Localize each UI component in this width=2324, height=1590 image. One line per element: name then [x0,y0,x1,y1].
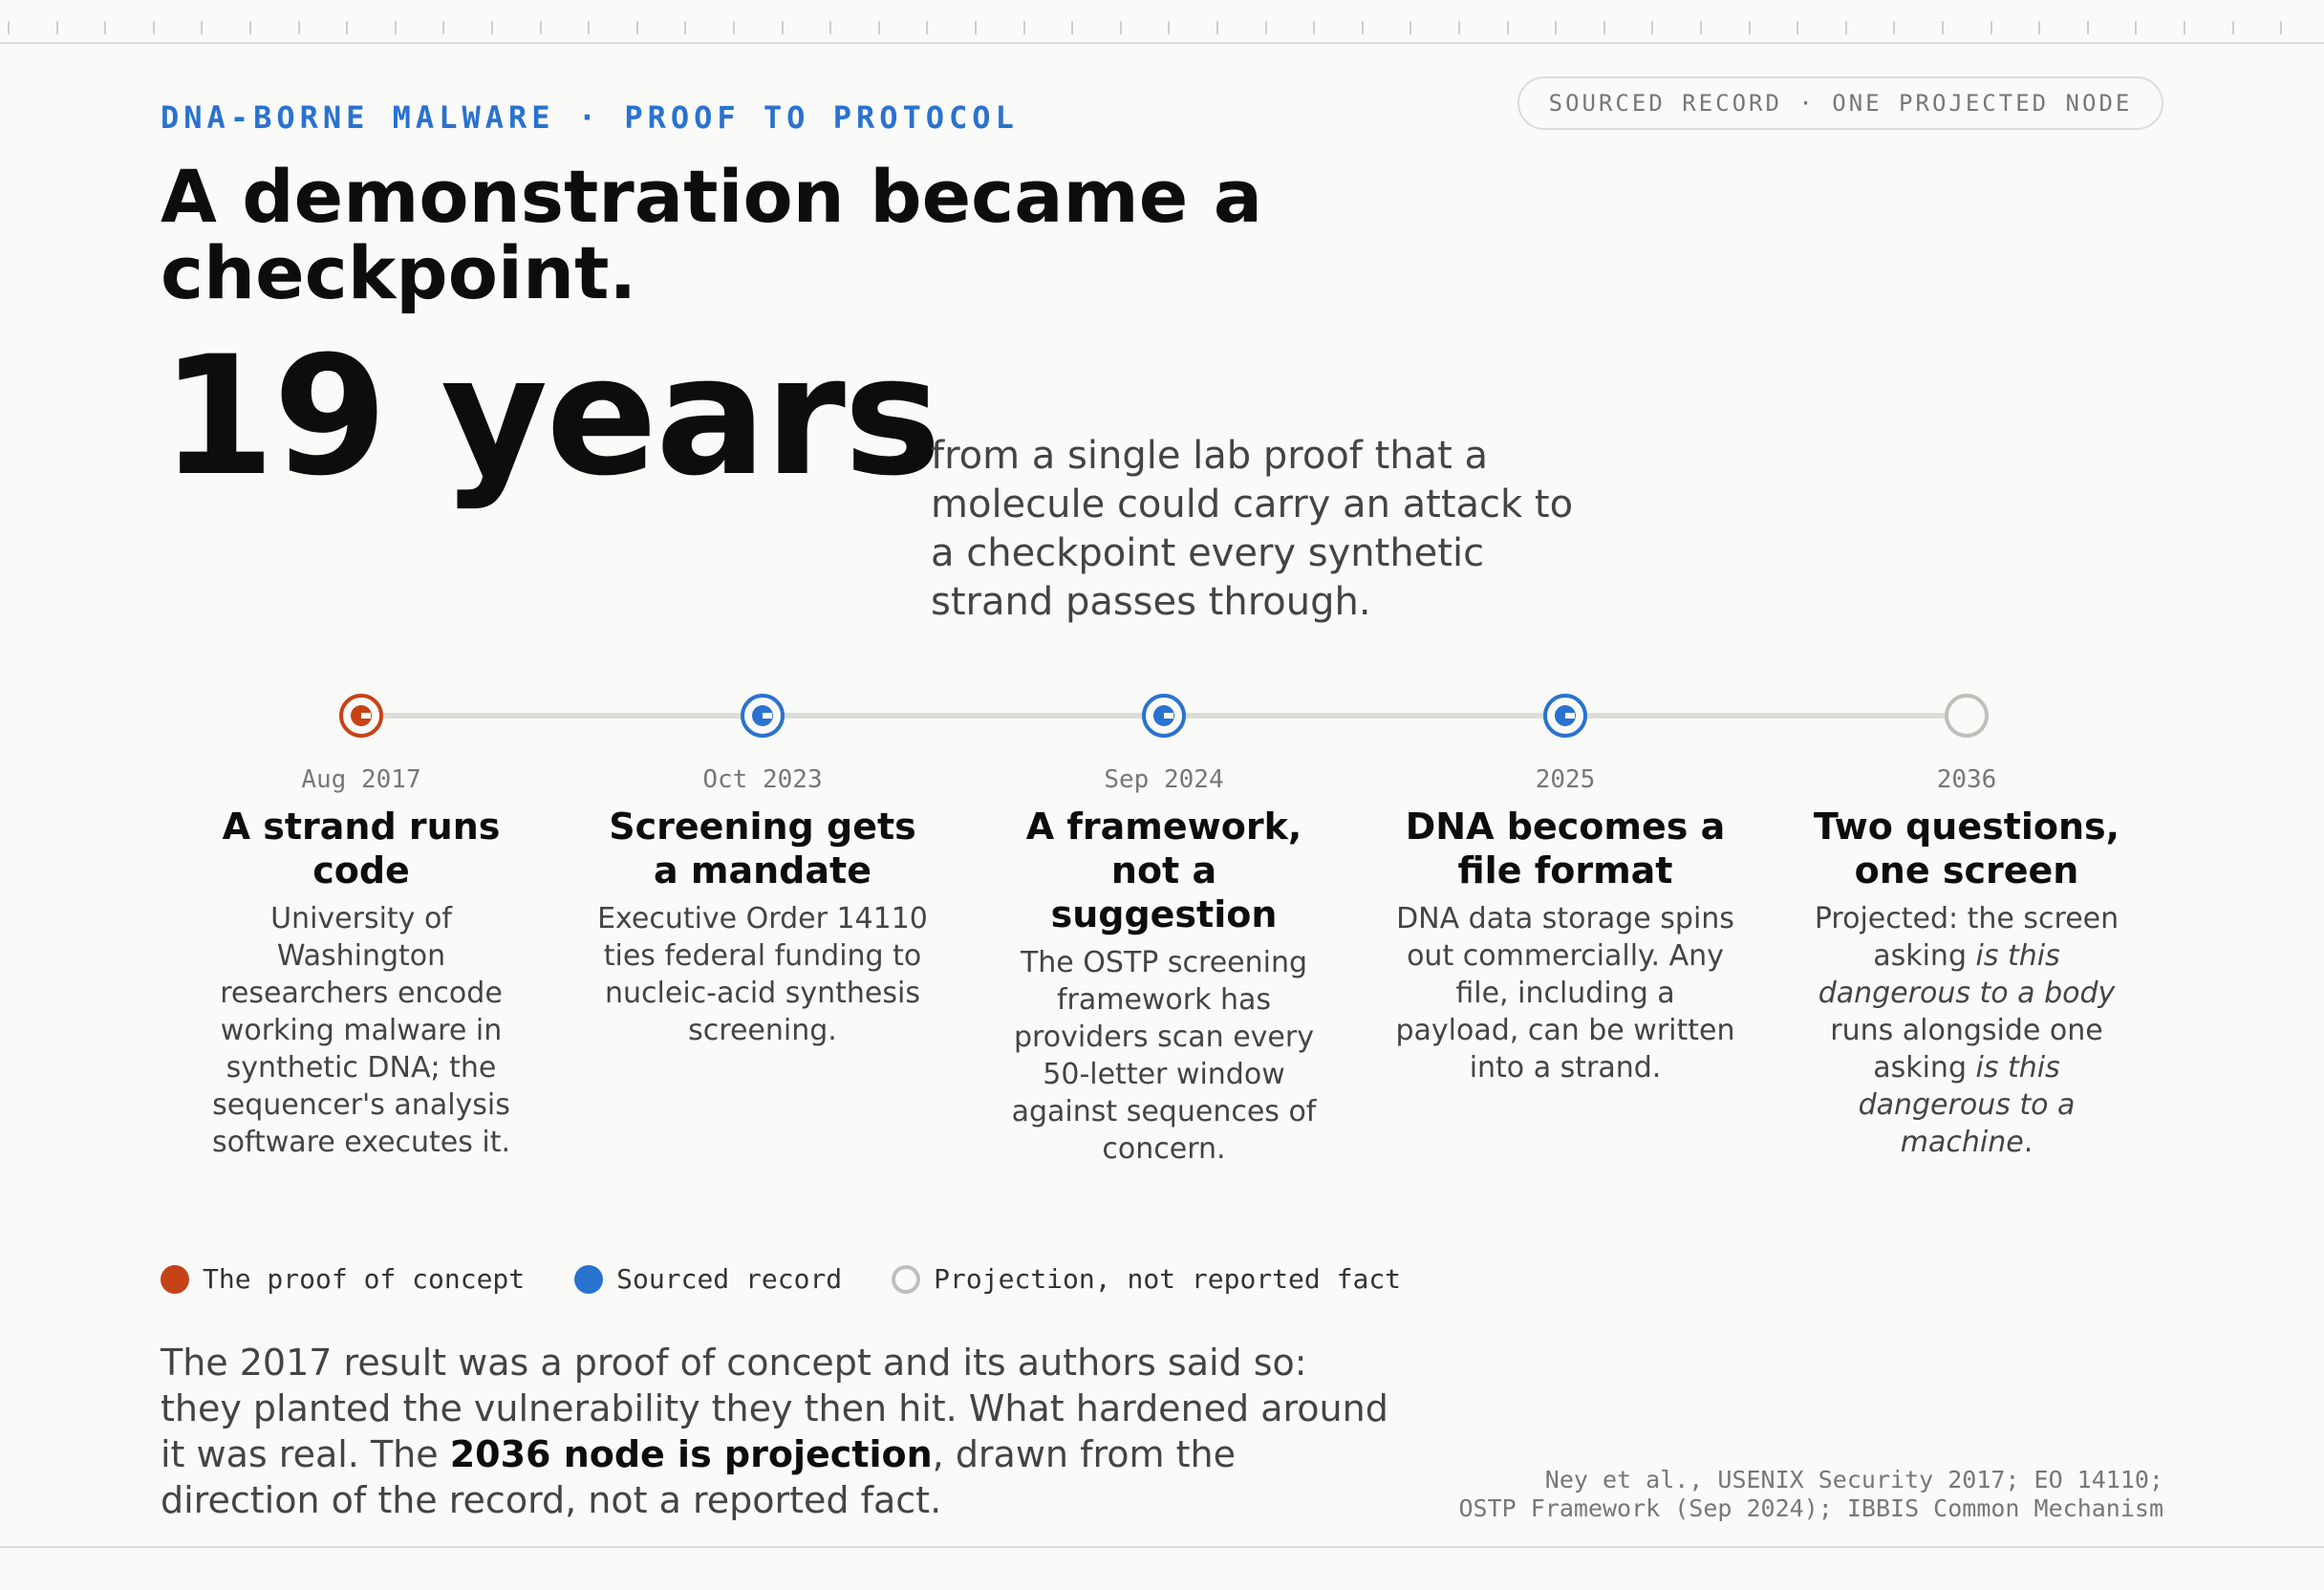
ruler-tick [1797,21,1798,34]
ruler-tick [1071,21,1073,34]
timeline-event [1795,763,2139,1161]
ruler-tick [1265,21,1267,34]
ruler-tick [926,21,928,34]
ruler-tick [1458,21,1460,34]
ruler-tick [201,21,203,34]
ruler-tick [588,21,590,34]
legend-label: Projection, not reported fact [934,1263,1402,1295]
event-body-emphasis: is this dangerous to a body [1818,939,2116,1010]
timeline-node-projected-icon [1945,694,1989,738]
record-badge: SOURCED RECORD · ONE PROJECTED NODE [1517,76,2163,130]
timeline-node-sourced-icon [1543,694,1587,738]
ruler-tick [782,21,784,34]
bottom-rule [0,1546,2324,1548]
event-body: Executive Order 14110 ties federal funding to nucleic-acid synthesis screening. [597,902,928,1047]
footnote-text: , drawn from the direction of the record, not a reported fact. [161,1433,1236,1521]
ruler-tick [975,21,977,34]
ruler-tick [1362,21,1364,34]
source-line: OSTP Framework (Sep 2024); IBBIS Common Mechanism [1458,1494,2163,1522]
source-citations [1303,1466,2163,1523]
event-date: Aug 2017 [301,765,421,794]
ruler-tick [56,21,58,34]
event-body-text: . [2023,1126,2034,1159]
ruler-tick [442,21,444,34]
ruler-tick [249,21,251,34]
event-body: University of Washington researchers encode working malware in synthetic DNA; the sequencer's analysis software executes it. [211,902,511,1159]
timeline-event [189,763,533,1161]
ruler-tick [1409,21,1411,34]
ruler-tick [878,21,880,34]
event-title: DNA becomes a file format [1405,806,1726,892]
hollow-circle-icon [892,1265,920,1294]
legend-item-proof [161,1263,525,1295]
ruler-tick [1990,21,1992,34]
top-ruler [0,0,2324,44]
ruler-tick [1313,21,1315,34]
ruler-tick [2087,21,2089,34]
ruler-tick [395,21,397,34]
ruler-tick [2184,21,2185,34]
source-line: Ney et al., USENIX Security 2017; EO 14110; [1544,1466,2163,1493]
ruler-tick [1120,21,1122,34]
event-date: 2036 [1936,765,1997,794]
event-title: Two questions, one screen [1813,806,2120,892]
ruler-tick [1023,21,1025,34]
event-date: Sep 2024 [1104,765,1224,794]
ruler-tick [1942,21,1944,34]
event-body-emphasis: is this dangerous to a machine [1858,1051,2076,1159]
ruler-tick [684,21,686,34]
ruler-tick [1749,21,1751,34]
ruler-tick [491,21,493,34]
ruler-tick [1893,21,1895,34]
filled-dot-icon [574,1265,603,1294]
ruler-tick [1555,21,1557,34]
timeline-node-sourced-icon [741,694,785,738]
ruler-tick [2232,21,2234,34]
legend-item-sourced [574,1263,842,1295]
ruler-tick [298,21,300,34]
big-number-caption: from a single lab proof that a molecule could carry an attack to a checkpoint every synthetic strand passes through. [931,434,1574,624]
ruler-tick [733,21,735,34]
event-body: DNA data storage spins out commercially. Any file, including a payload, can be written into a strand. [1395,902,1735,1085]
ruler-tick [104,21,106,34]
ruler-tick [2135,21,2137,34]
ruler-tick [1168,21,1170,34]
event-title: A strand runs code [222,806,501,892]
ruler-tick [829,21,831,34]
ruler-tick [2280,21,2282,34]
footnote-text: The 2017 result was a proof of concept and its authors said so: they planted the vulnerability they then hit. What hardened around it was real. The [161,1342,1388,1475]
timeline-node-sourced-icon [1142,694,1186,738]
ruler-tick [1603,21,1605,34]
ruler-tick [346,21,348,34]
event-date: Oct 2023 [702,765,823,794]
ruler-tick [1507,21,1509,34]
ruler-tick [1216,21,1218,34]
legend-item-projected [892,1263,1401,1295]
big-number: 19 years [161,320,940,512]
event-date: 2025 [1535,765,1596,794]
event-body-text: Projected: the screen asking [1814,902,2120,973]
event-body-text: runs alongside one asking [1830,1014,2103,1085]
footnote [161,1340,1393,1523]
ruler-tick [1651,21,1653,34]
timeline-node-proof-icon [339,694,383,738]
event-title: Screening gets a mandate [609,806,916,892]
legend [161,1263,1451,1295]
ruler-tick [8,21,10,34]
ruler-tick [636,21,638,34]
page-title: A demonstration became a checkpoint. [161,154,1262,315]
timeline-event [992,763,1336,1168]
event-title: A framework, not a suggestion [1025,806,1302,935]
ruler-tick [1700,21,1702,34]
legend-label: The proof of concept [203,1263,526,1295]
ruler-tick [2038,21,2040,34]
ruler-tick [540,21,542,34]
event-body [1795,900,2139,1161]
filled-dot-icon [161,1265,189,1294]
event-body: The OSTP screening framework has providers scan every 50-letter window against sequences of concern. [1011,946,1317,1166]
kicker: DNA-BORNE MALWARE · PROOF TO PROTOCOL [161,99,1019,136]
timeline-event [1393,763,1737,1086]
timeline [161,677,2167,1231]
footnote-emphasis: 2036 node is projection [449,1433,933,1475]
ruler-tick [153,21,155,34]
timeline-event [591,763,935,1049]
ruler-tick [1845,21,1847,34]
legend-label: Sourced record [616,1263,843,1295]
